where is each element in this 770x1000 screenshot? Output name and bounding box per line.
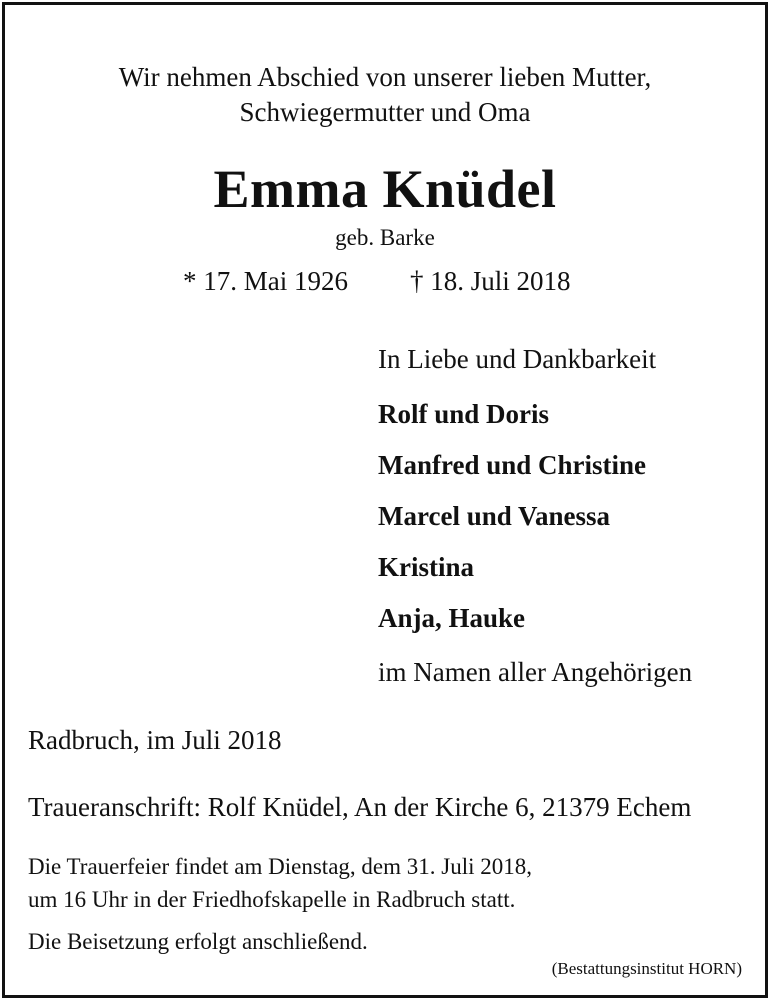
deceased-name: Emma Knüdel — [213, 159, 557, 219]
intro-line-1: Wir nehmen Abschied von unserer lieben Mutter, — [118, 62, 652, 92]
place-date: Radbruch, im Juli 2018 — [28, 725, 282, 755]
mourner-name: Marcel und Vanessa — [378, 501, 611, 531]
funeral-notice-line-1: Die Trauerfeier findet am Dienstag, dem 31. Juli 2018, — [28, 854, 532, 879]
mourner-name: Anja, Hauke — [378, 603, 526, 633]
maiden-name: geb. Barke — [335, 225, 435, 250]
birth-date: * 17. Mai 1926 — [183, 266, 348, 296]
mourners-list — [378, 401, 646, 656]
funeral-notice-line-2: um 16 Uhr in der Friedhofskapelle in Radbruch statt. — [28, 887, 516, 912]
undertaker-credit: (Bestattungsinstitut HORN) — [551, 959, 742, 978]
mourner-name: Manfred und Christine — [378, 450, 647, 480]
burial-notice: Die Beisetzung erfolgt anschließend. — [28, 929, 368, 954]
death-date: † 18. Juli 2018 — [410, 266, 571, 296]
condolence-address: Traueranschrift: Rolf Knüdel, An der Kirche 6, 21379 Echem — [28, 792, 692, 822]
mourner-name: Kristina — [378, 552, 475, 582]
mourner-name: Rolf und Doris — [378, 399, 550, 429]
intro-line-2: Schwiegermutter und Oma — [239, 97, 531, 127]
mourners-intro: In Liebe und Dankbarkeit — [378, 344, 657, 374]
mourners-closing: im Namen aller Angehörigen — [378, 657, 693, 687]
